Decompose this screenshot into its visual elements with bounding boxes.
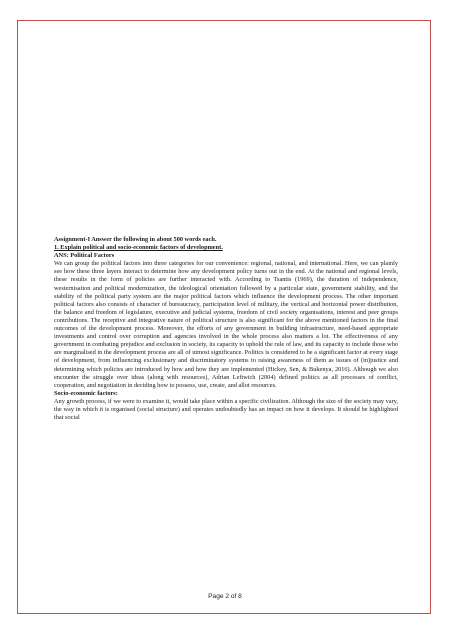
political-factors-paragraph: We can group the political factors into three categories for our convenience: regional, national, and international. Here, we can plainly see how these three layers interact to determine how any development policy turns out in the end. At the national and regional levels, these results in the form of policies are further interacted with. According to Tsantis (1969), the duration of independence, westernisation and political modernization, the ideological orientation followed by a particular state, government stability, and the stability of the political party system are the major political factors which influence the development process. The other important political factors also consists of character of bureaucracy, participation level of military, the vertical and horizontal power distribution, the balance and freedom of legislature, executive and judicial systems, freedom of civil society organisations, interest and peer groups contributions. The receptive and integrative nature of political structure is also significant for the above mentioned factors in the final outcomes of the development process. Moreover, the efforts of any government in building infrastructure, need-based appropriate investments and control over corruption and agencies involved in the whole process also matters a lot. The effectiveness of any government in combating prejudice and exclusion in society, its capacity to uphold the rule of law, and its capacity to include those who are marginalised in the development process are all of utmost significance. Politics is considered to be a significant factor at every stage of development, from influencing exclusionary and discriminatory systems to raising awareness of them as issues of (in)justice and determining which policies are introduced by how and how they are implemented (Hickey, Sen, & Bukenya, 2016). Although we also encounter the struggle over ideas (along with resources), Adrian Leftwich (2004) defined politics as all processes of conflict, cooperation, and negotiation in deciding how to possess, use, create, and allot resources.: [54, 260, 398, 389]
socio-economic-heading: Socio-economic factors:: [54, 389, 118, 397]
answer-heading: ANS: Political Factors: [54, 252, 115, 260]
page-number: Page 2 of 8: [208, 593, 242, 600]
assignment-heading: Assignment-I Answer the following in about 500 words each.: [54, 236, 217, 243]
socio-economic-paragraph: Any growth process, if we were to examine it, would take place within a specific civilization. Although the size of the society may vary, the way in which it is organised (social structure) and operates undoubtedly has an impact on how it develops. It should be highlighted that social: [54, 397, 398, 422]
document-body: [54, 236, 398, 422]
question-heading: 1. Explain political and socio-economic factors of development.: [54, 244, 223, 252]
